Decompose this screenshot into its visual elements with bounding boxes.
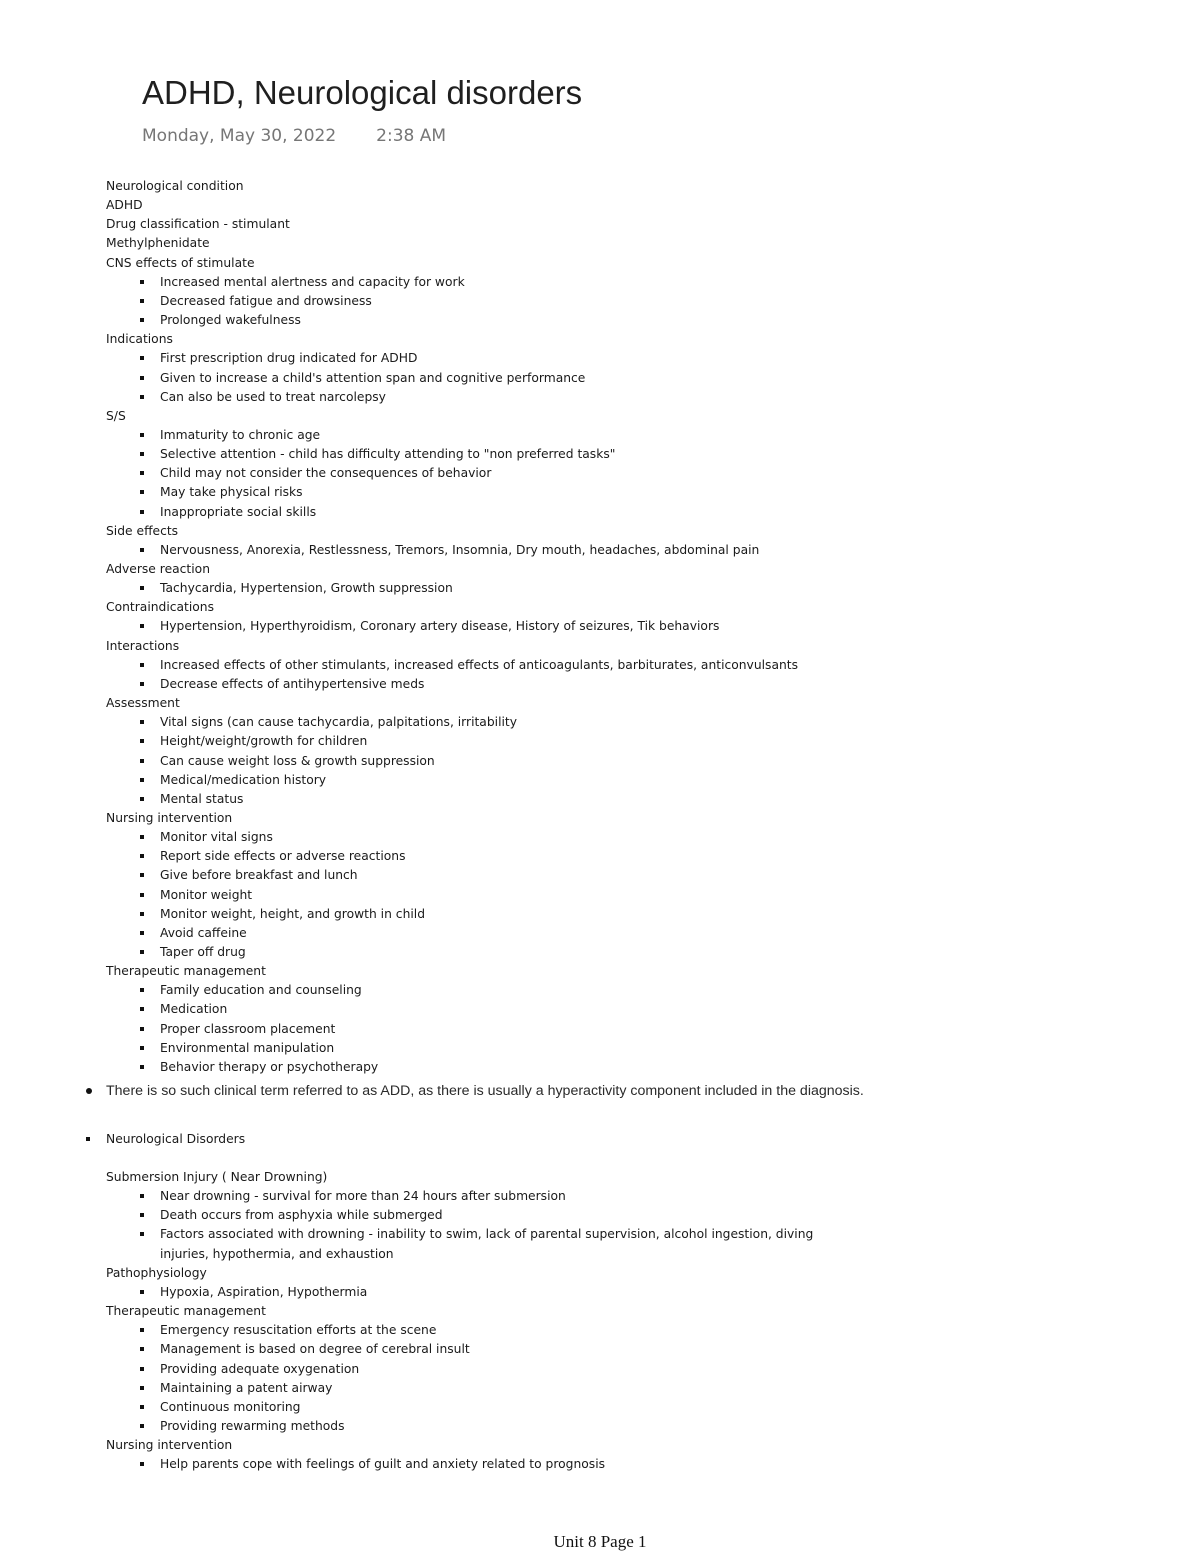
section-heading: Therapeutic management [106,1304,266,1319]
list-item: Immaturity to chronic age [160,426,320,445]
list-item: Height/weight/growth for children [160,732,367,751]
section-heading: injuries, hypothermia, and exhaustion [160,1246,394,1261]
section-heading: Pathophysiology [106,1265,207,1280]
list-item: Decreased fatigue and drowsiness [160,292,372,311]
section-heading: Indications [106,332,173,347]
section-heading: Interactions [106,638,180,653]
list-item: Family education and counseling [160,981,362,1000]
section-heading: Methylphenidate [106,236,210,251]
note-bullet: There is so such clinical term referred to as ADD, as there is usually a hyperactivity component included in the diagnosis. [106,1083,864,1099]
list-item: Selective attention - child has difficulty attending to "non preferred tasks" [160,445,615,464]
section-heading: CNS effects of stimulate [106,255,255,270]
section-heading: S/S [106,408,126,423]
section-heading-neurological-disorders: Neurological Disorders [106,1130,245,1149]
section-heading: Neurological condition [106,179,244,193]
list-item: Report side effects or adverse reactions [160,847,406,866]
list-item: Near drowning - survival for more than 24 hours after submersion [160,1187,566,1206]
list-item: Maintaining a patent airway [160,1379,332,1398]
list-item: Medical/medication history [160,771,326,790]
list-item: Death occurs from asphyxia while submerged [160,1206,443,1225]
page-time: 2:38 AM [376,126,447,146]
list-item: Emergency resuscitation efforts at the scene [160,1321,436,1340]
list-item: Monitor vital signs [160,828,273,847]
section-heading: Contraindications [106,600,215,615]
section-heading: ADHD [106,198,143,213]
list-item: First prescription drug indicated for ADHD [160,349,417,368]
list-item: Inappropriate social skills [160,503,316,522]
list-item: Decrease effects of antihypertensive meds [160,675,424,694]
list-item: Increased effects of other stimulants, increased effects of anticoagulants, barbiturates, anticonvulsants [160,656,798,675]
list-item: Factors associated with drowning - inability to swim, lack of parental supervision, alcohol ingestion, diving [160,1225,813,1244]
section-heading: Drug classification - stimulant [106,217,290,232]
section-heading: Adverse reaction [106,562,210,576]
section-heading: Nursing intervention [106,1438,233,1453]
list-item: Child may not consider the consequences of behavior [160,464,491,483]
list-item: Can cause weight loss & growth suppression [160,752,435,771]
list-item: Environmental manipulation [160,1039,334,1058]
list-item: Prolonged wakefulness [160,311,301,330]
list-item: Given to increase a child's attention span and cognitive performance [160,369,585,388]
page-footer: Unit 8 Page 1 [553,1532,647,1551]
list-item: Can also be used to treat narcolepsy [160,388,386,407]
list-item: Tachycardia, Hypertension, Growth suppression [160,579,453,598]
list-item: Vital signs (can cause tachycardia, palpitations, irritability [160,713,517,732]
section-heading: Nursing intervention [106,810,233,825]
list-item: Mental status [160,790,243,809]
list-item: May take physical risks [160,483,303,502]
section-heading: Therapeutic management [106,964,266,979]
list-item: Medication [160,1000,227,1019]
page-timestamp [142,126,446,146]
list-item: Taper off drug [160,943,246,962]
list-item: Hypoxia, Aspiration, Hypothermia [160,1283,367,1302]
list-item: Hypertension, Hyperthyroidism, Coronary artery disease, History of seizures, Tik behaviors [160,617,719,636]
list-item: Increased mental alertness and capacity for work [160,273,465,292]
list-item: Proper classroom placement [160,1020,335,1039]
list-item: Avoid caffeine [160,924,247,943]
list-item: Give before breakfast and lunch [160,866,358,885]
list-item: Nervousness, Anorexia, Restlessness, Tremors, Insomnia, Dry mouth, headaches, abdominal pain [160,541,759,560]
list-item: Continuous monitoring [160,1398,301,1417]
page-title: ADHD, Neurological disorders [142,74,583,111]
list-item: Behavior therapy or psychotherapy [160,1058,378,1077]
list-item: Management is based on degree of cerebral insult [160,1340,470,1359]
list-item: Help parents cope with feelings of guilt and anxiety related to prognosis [160,1455,605,1474]
list-item: Providing adequate oxygenation [160,1360,359,1379]
section-heading: Submersion Injury ( Near Drowning) [106,1170,328,1184]
section-heading: Side effects [106,523,179,538]
section-heading: Assessment [106,696,180,711]
list-item: Monitor weight [160,886,252,905]
list-item: Providing rewarming methods [160,1417,345,1436]
list-item: Monitor weight, height, and growth in child [160,905,425,924]
page-date: Monday, May 30, 2022 [142,126,337,146]
